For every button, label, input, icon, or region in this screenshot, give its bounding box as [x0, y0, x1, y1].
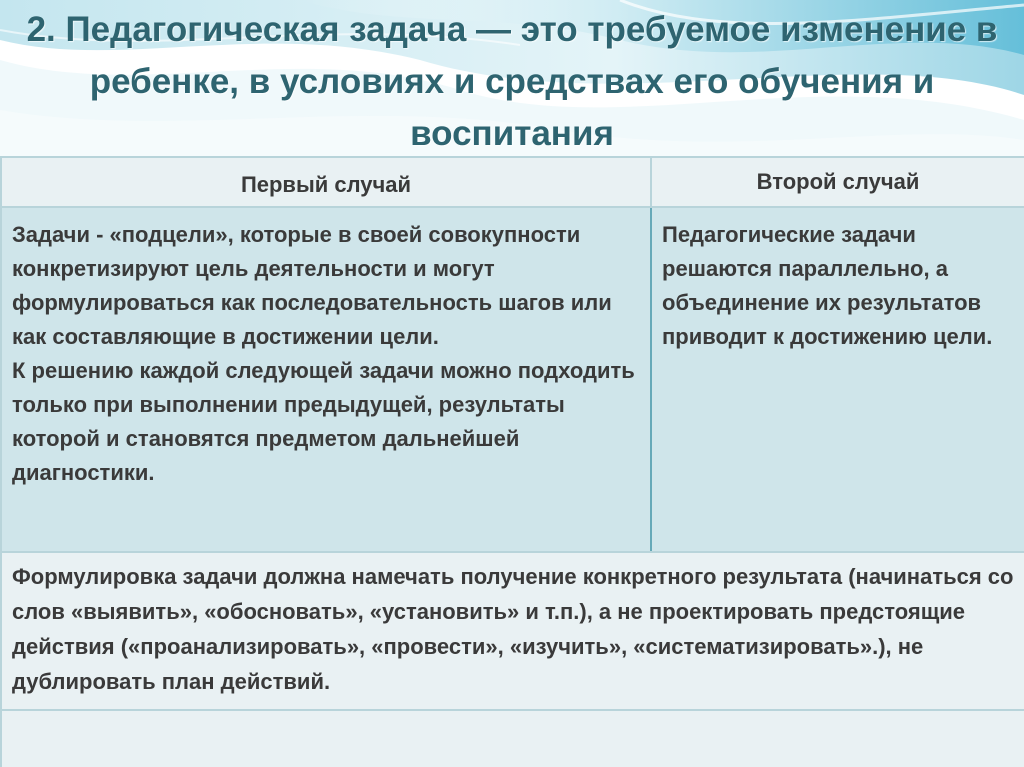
table-header-row — [1, 157, 1024, 207]
table-footer-row — [1, 552, 1024, 710]
slide-title: 2. Педагогическая задача — это требуемое изменение в ребенке, в условиях и средствах его обучения и воспитания — [26, 10, 998, 153]
header-first-case — [1, 157, 651, 207]
comparison-table — [0, 156, 1024, 767]
table-body-row — [1, 207, 1024, 552]
first-case-paragraph-2: К решению каждой следующей задачи можно подходить только при выполнении предыдущей, результаты которой и становятся предметом дальнейшей диагностики. — [12, 358, 635, 485]
second-case-paragraph: Педагогические задачи решаются параллельно, а объединение их результатов приводит к достижению цели. — [662, 222, 993, 349]
first-case-paragraph-1: Задачи - «подцели», которые в своей совокупности конкретизируют цель деятельности и могут формулироваться как последовательность шагов или как составляющие в достижении цели. — [12, 222, 612, 349]
table-empty-row — [1, 710, 1024, 767]
header-second-case-label: Второй случай — [756, 169, 920, 194]
empty-cell — [1, 710, 1024, 767]
first-case-cell — [1, 207, 651, 552]
formulation-note-text: Формулировка задачи должна намечать получение конкретного результата (начинаться со слов «выявить», «обосновать», «установить» и т.п.), а не проектировать предстоящие действия («проанализировать», «провести», «изучить», «систематизировать».), не дублировать план действий. — [12, 564, 1014, 694]
header-second-case — [651, 157, 1024, 207]
formulation-note-cell — [1, 552, 1024, 710]
second-case-cell — [651, 207, 1024, 552]
header-first-case-label: Первый случай — [240, 172, 412, 197]
